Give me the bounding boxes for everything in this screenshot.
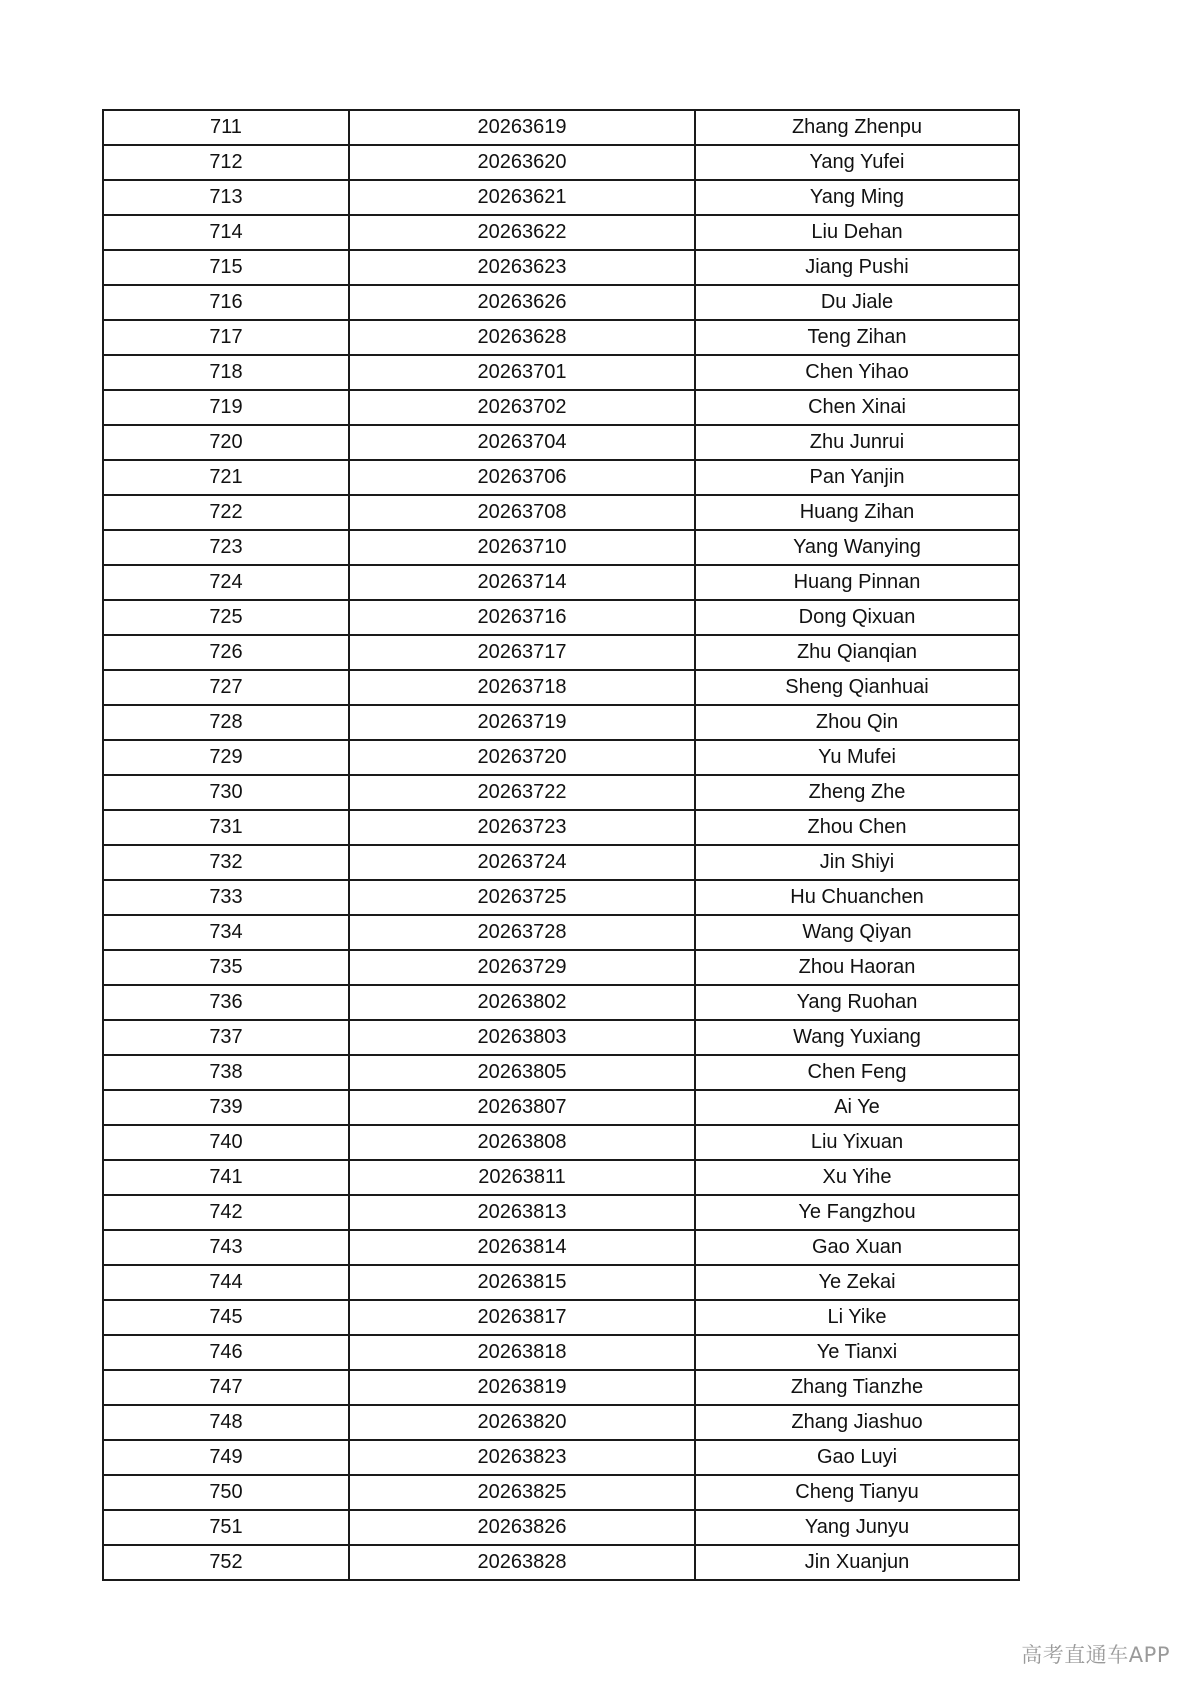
row-number-cell: 745: [103, 1300, 349, 1335]
student-name-cell: Chen Feng: [695, 1055, 1019, 1090]
student-name-cell: Zhang Jiashuo: [695, 1405, 1019, 1440]
student-id-cell: 20263815: [349, 1265, 695, 1300]
row-number-cell: 715: [103, 250, 349, 285]
student-id-cell: 20263729: [349, 950, 695, 985]
row-number-cell: 751: [103, 1510, 349, 1545]
table-row: [103, 565, 1019, 600]
row-number-cell: 718: [103, 355, 349, 390]
student-id-cell: 20263819: [349, 1370, 695, 1405]
row-number-cell: 727: [103, 670, 349, 705]
table-row: [103, 1230, 1019, 1265]
row-number-cell: 717: [103, 320, 349, 355]
student-id-cell: 20263720: [349, 740, 695, 775]
student-id-cell: 20263717: [349, 635, 695, 670]
table-row: [103, 495, 1019, 530]
row-number-cell: 734: [103, 915, 349, 950]
student-id-cell: 20263811: [349, 1160, 695, 1195]
student-name-cell: Sheng Qianhuai: [695, 670, 1019, 705]
student-name-cell: Hu Chuanchen: [695, 880, 1019, 915]
table-row: [103, 1195, 1019, 1230]
student-name-cell: Wang Yuxiang: [695, 1020, 1019, 1055]
student-name-cell: Zhou Haoran: [695, 950, 1019, 985]
student-name-cell: Chen Xinai: [695, 390, 1019, 425]
row-number-cell: 743: [103, 1230, 349, 1265]
student-name-cell: Jiang Pushi: [695, 250, 1019, 285]
student-name-cell: Du Jiale: [695, 285, 1019, 320]
student-id-cell: 20263803: [349, 1020, 695, 1055]
row-number-cell: 731: [103, 810, 349, 845]
table-row: [103, 355, 1019, 390]
table-row: [103, 1090, 1019, 1125]
student-name-cell: Huang Zihan: [695, 495, 1019, 530]
student-id-cell: 20263710: [349, 530, 695, 565]
student-id-cell: 20263725: [349, 880, 695, 915]
table-row: [103, 1545, 1019, 1580]
student-id-cell: 20263728: [349, 915, 695, 950]
table-row: [103, 285, 1019, 320]
table-row: [103, 915, 1019, 950]
table-row: [103, 775, 1019, 810]
student-name-cell: Li Yike: [695, 1300, 1019, 1335]
student-id-cell: 20263826: [349, 1510, 695, 1545]
table-row: [103, 880, 1019, 915]
table-row: [103, 1370, 1019, 1405]
student-name-cell: Gao Xuan: [695, 1230, 1019, 1265]
table-row: [103, 145, 1019, 180]
table-row: [103, 460, 1019, 495]
student-name-cell: Huang Pinnan: [695, 565, 1019, 600]
student-id-cell: 20263805: [349, 1055, 695, 1090]
row-number-cell: 742: [103, 1195, 349, 1230]
student-id-cell: 20263619: [349, 110, 695, 145]
student-id-cell: 20263621: [349, 180, 695, 215]
student-name-cell: Cheng Tianyu: [695, 1475, 1019, 1510]
row-number-cell: 724: [103, 565, 349, 600]
student-id-cell: 20263704: [349, 425, 695, 460]
row-number-cell: 732: [103, 845, 349, 880]
row-number-cell: 730: [103, 775, 349, 810]
student-id-cell: 20263628: [349, 320, 695, 355]
table-row: [103, 530, 1019, 565]
student-name-cell: Ye Fangzhou: [695, 1195, 1019, 1230]
student-name-cell: Dong Qixuan: [695, 600, 1019, 635]
student-name-cell: Yang Yufei: [695, 145, 1019, 180]
watermark-text: 高考直通车APP: [1021, 1643, 1170, 1667]
table-row: [103, 1020, 1019, 1055]
student-id-cell: 20263719: [349, 705, 695, 740]
table-row: [103, 705, 1019, 740]
student-name-cell: Yang Ming: [695, 180, 1019, 215]
student-id-cell: 20263820: [349, 1405, 695, 1440]
row-number-cell: 733: [103, 880, 349, 915]
table-row: [103, 810, 1019, 845]
student-name-cell: Yang Wanying: [695, 530, 1019, 565]
row-number-cell: 752: [103, 1545, 349, 1580]
row-number-cell: 726: [103, 635, 349, 670]
row-number-cell: 748: [103, 1405, 349, 1440]
student-name-cell: Pan Yanjin: [695, 460, 1019, 495]
row-number-cell: 725: [103, 600, 349, 635]
student-id-cell: 20263817: [349, 1300, 695, 1335]
table-row: [103, 670, 1019, 705]
student-id-cell: 20263818: [349, 1335, 695, 1370]
row-number-cell: 711: [103, 110, 349, 145]
table-row: [103, 1055, 1019, 1090]
student-id-cell: 20263722: [349, 775, 695, 810]
student-id-cell: 20263716: [349, 600, 695, 635]
row-number-cell: 721: [103, 460, 349, 495]
table-row: [103, 1300, 1019, 1335]
student-name-cell: Yang Junyu: [695, 1510, 1019, 1545]
student-id-cell: 20263723: [349, 810, 695, 845]
row-number-cell: 720: [103, 425, 349, 460]
student-id-cell: 20263724: [349, 845, 695, 880]
student-name-cell: Zhou Chen: [695, 810, 1019, 845]
row-number-cell: 750: [103, 1475, 349, 1510]
table-row: [103, 250, 1019, 285]
row-number-cell: 716: [103, 285, 349, 320]
row-number-cell: 722: [103, 495, 349, 530]
student-id-cell: 20263808: [349, 1125, 695, 1160]
student-name-cell: Teng Zihan: [695, 320, 1019, 355]
row-number-cell: 749: [103, 1440, 349, 1475]
row-number-cell: 746: [103, 1335, 349, 1370]
table-row: [103, 1265, 1019, 1300]
student-id-cell: 20263813: [349, 1195, 695, 1230]
student-id-cell: 20263701: [349, 355, 695, 390]
student-id-cell: 20263708: [349, 495, 695, 530]
table-row: [103, 635, 1019, 670]
student-name-cell: Zhu Junrui: [695, 425, 1019, 460]
student-name-cell: Liu Dehan: [695, 215, 1019, 250]
table-row: [103, 600, 1019, 635]
student-table-body: [103, 110, 1019, 1580]
row-number-cell: 712: [103, 145, 349, 180]
table-row: [103, 1405, 1019, 1440]
student-name-cell: Zhang Tianzhe: [695, 1370, 1019, 1405]
student-name-cell: Chen Yihao: [695, 355, 1019, 390]
student-table: [102, 109, 1020, 1581]
student-name-cell: Zhou Qin: [695, 705, 1019, 740]
student-name-cell: Zheng Zhe: [695, 775, 1019, 810]
row-number-cell: 714: [103, 215, 349, 250]
student-name-cell: Liu Yixuan: [695, 1125, 1019, 1160]
table-row: [103, 425, 1019, 460]
student-name-cell: Gao Luyi: [695, 1440, 1019, 1475]
table-row: [103, 845, 1019, 880]
row-number-cell: 736: [103, 985, 349, 1020]
student-id-cell: 20263828: [349, 1545, 695, 1580]
student-id-cell: 20263825: [349, 1475, 695, 1510]
student-name-cell: Jin Xuanjun: [695, 1545, 1019, 1580]
row-number-cell: 744: [103, 1265, 349, 1300]
row-number-cell: 723: [103, 530, 349, 565]
student-id-cell: 20263626: [349, 285, 695, 320]
table-row: [103, 985, 1019, 1020]
row-number-cell: 741: [103, 1160, 349, 1195]
table-row: [103, 950, 1019, 985]
table-row: [103, 1125, 1019, 1160]
table-row: [103, 1475, 1019, 1510]
student-name-cell: Xu Yihe: [695, 1160, 1019, 1195]
student-id-cell: 20263802: [349, 985, 695, 1020]
table-row: [103, 1335, 1019, 1370]
row-number-cell: 719: [103, 390, 349, 425]
student-id-cell: 20263702: [349, 390, 695, 425]
table-row: [103, 110, 1019, 145]
table-row: [103, 740, 1019, 775]
student-id-cell: 20263620: [349, 145, 695, 180]
student-name-cell: Jin Shiyi: [695, 845, 1019, 880]
row-number-cell: 735: [103, 950, 349, 985]
student-name-cell: Ye Tianxi: [695, 1335, 1019, 1370]
student-name-cell: Ai Ye: [695, 1090, 1019, 1125]
student-name-cell: Ye Zekai: [695, 1265, 1019, 1300]
student-name-cell: Zhu Qianqian: [695, 635, 1019, 670]
table-row: [103, 1440, 1019, 1475]
row-number-cell: 713: [103, 180, 349, 215]
table-row: [103, 320, 1019, 355]
table-row: [103, 180, 1019, 215]
student-id-cell: 20263807: [349, 1090, 695, 1125]
student-id-cell: 20263718: [349, 670, 695, 705]
row-number-cell: 729: [103, 740, 349, 775]
row-number-cell: 747: [103, 1370, 349, 1405]
student-name-cell: Yang Ruohan: [695, 985, 1019, 1020]
row-number-cell: 738: [103, 1055, 349, 1090]
student-name-cell: Yu Mufei: [695, 740, 1019, 775]
table-row: [103, 215, 1019, 250]
table-row: [103, 1510, 1019, 1545]
student-id-cell: 20263706: [349, 460, 695, 495]
student-id-cell: 20263623: [349, 250, 695, 285]
student-id-cell: 20263622: [349, 215, 695, 250]
table-row: [103, 1160, 1019, 1195]
row-number-cell: 740: [103, 1125, 349, 1160]
student-name-cell: Wang Qiyan: [695, 915, 1019, 950]
student-id-cell: 20263714: [349, 565, 695, 600]
student-id-cell: 20263823: [349, 1440, 695, 1475]
table-row: [103, 390, 1019, 425]
row-number-cell: 739: [103, 1090, 349, 1125]
student-id-cell: 20263814: [349, 1230, 695, 1265]
row-number-cell: 728: [103, 705, 349, 740]
student-name-cell: Zhang Zhenpu: [695, 110, 1019, 145]
row-number-cell: 737: [103, 1020, 349, 1055]
